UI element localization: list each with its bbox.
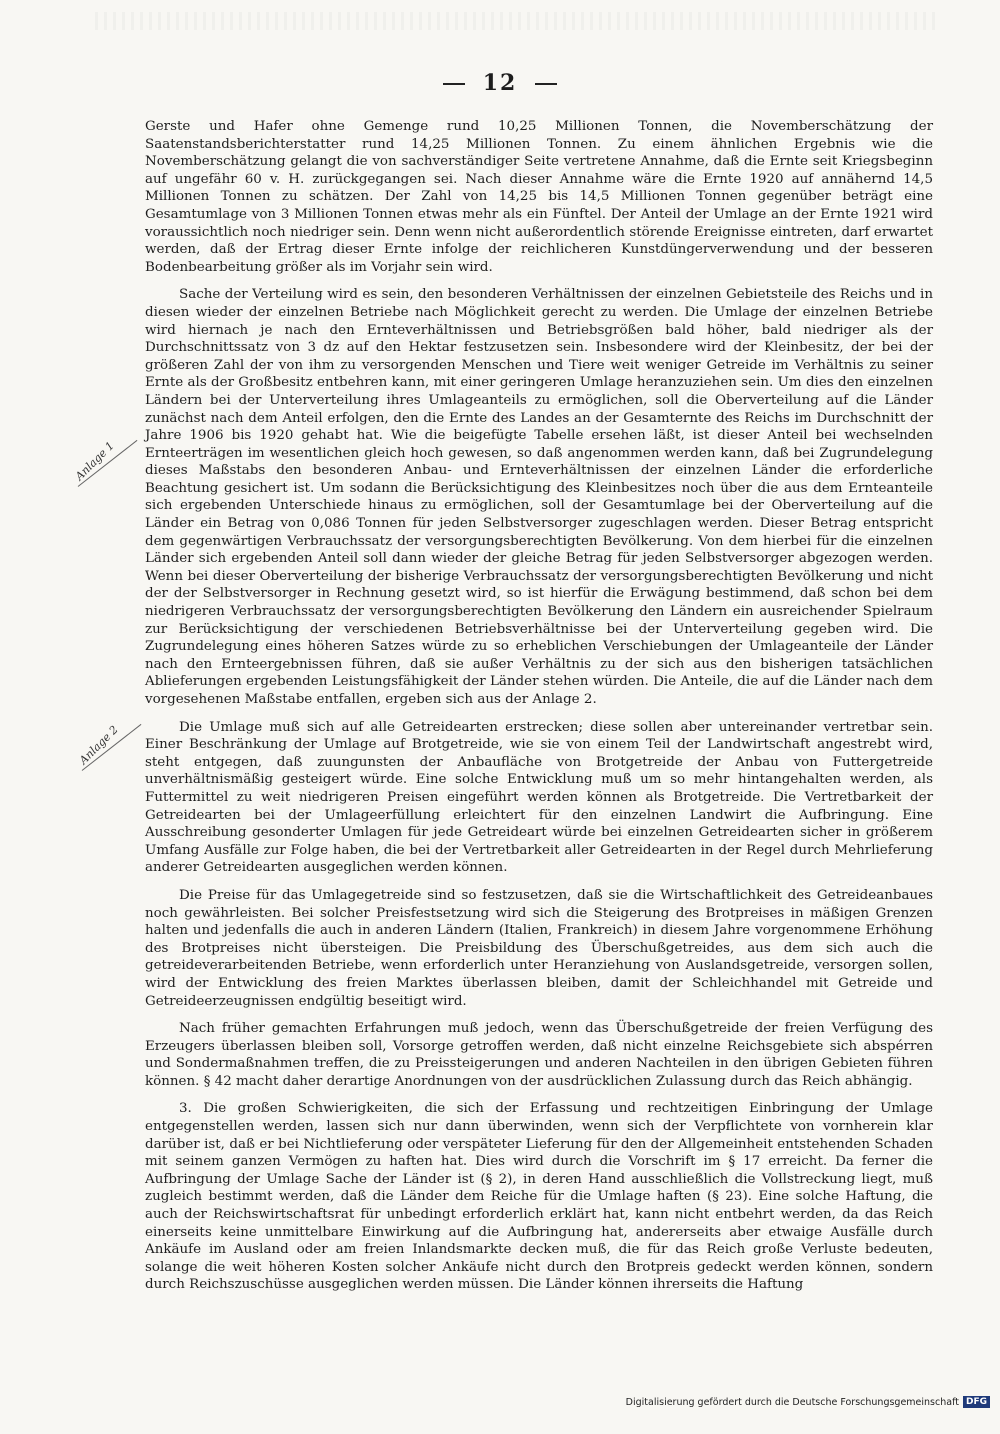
page-number: 12 [482, 70, 518, 96]
header-dash-left [443, 83, 465, 85]
paragraph-4: Die Preise für das Umlagegetreide sind so festzusetzen, daß sie die Wirtschaftlichkeit des Getreideanbaues noch gewährleisten. Bei solcher Preisfestsetzung wird sich die Steigerung des Brotpreises in mäßigen Grenzen halten und jedenfalls die auch in anderen Ländern (Italien, Frankreich) in diesem Jahre vorgenommene Erhöhung des Brotpreises nicht übersteigen. Die Preisbildung des Überschußgetreides, aus dem sich auch die getreideverarbeitenden Betriebe, wenn erforderlich unter Heranziehung von Auslandsgetreide, versorgen sollen, wird der Entwicklung des freien Marktes überlassen bleiben, damit der Schleichhandel mit Getreide und Getreideerzeugnissen endgültig beseitigt wird. [145, 887, 933, 1009]
paragraph-2: Sache der Verteilung wird es sein, den besonderen Verhältnissen der einzelnen Gebietsteile des Reichs und in diesen wieder der einzelnen Betriebe nach Möglichkeit gerecht zu werden. Die Umlage der einzelnen Betriebe wird hiernach je nach den Ernteverhältnissen und Betriebsgrößen bald höher, bald niedriger als der Durchschnittssatz von 3 dz auf den Hektar festzusetzen sein. Insbesondere wird der Kleinbesitz, der bei der größeren Zahl der von ihm zu versorgenden Menschen und Tiere weit weniger Getreide im Verhältnis zu seiner Ernte als der Großbesitz entbehren kann, mit einer geringeren Umlage heranzuziehen sein. Um dies den einzelnen Ländern bei der Unterverteilung ihres Umlageanteils zu ermöglichen, soll die Oberverteilung auf die Länder zunächst nach dem Anteil erfolgen, den die Ernte des Landes an der Gesamternte des Reichs im Durchschnitt der Jahre 1906 bis 1920 gehabt hat. Wie die beigefügte Tabelle ersehen läßt, ist dieser Anteil bei wechselnden Ernteerträgen im wesentlichen gleich hoch gewesen, so daß angenommen werden kann, daß bei Zugrundelegung dieses Maßstabs den besonderen Anbau- und Ernteverhältnissen der einzelnen Länder die erforderliche Beachtung gesichert ist. Um sodann die Berücksichtigung des Kleinbesitzes noch über die aus dem Ernteanteile sich ergebenden Unterschiede hinaus zu ermöglichen, soll der Gesamtumlage bei der Oberverteilung auf die Länder ein Betrag von 0,086 Tonnen für jeden Selbstversorger zugeschlagen werden. Dieser Betrag entspricht dem gegenwärtigen Verbrauchssatz der versorgungsberechtigten Bevölkerung. Von dem hierbei für die einzelnen Länder sich ergebenden Anteil soll dann wieder der gleiche Betrag für jeden Selbstversorger abgezogen werden. Wenn bei dieser Oberverteilung der bisherige Verbrauchssatz der versorgungsberechtigten Bevölkerung und nicht der der Selbstversorger in Rechnung gesetzt wird, so ist hierfür die Erwägung bestimmend, daß schon bei dem niedrigeren Verbrauchssatz der versorgungsberechtigten Bevölkerung den Ländern ein ausreichender Spielraum zur Berücksichtigung der verschiedenen Betriebsverhältnisse bei der Unterverteilung gegeben wird. Die Zugrundelegung eines höheren Satzes würde zu so erheblichen Verschiebungen der Umlageanteile der Länder nach den Ernteergebnissen führen, daß sie außer Verhältnis zu der sich aus den bisherigen tatsächlichen Ablieferungen ergebenden Leistungsfähigkeit der Länder stehen würden. Die Anteile, die auf die Länder nach dem vorgesehenen Maßstabe entfallen, ergeben sich aus der Anlage 2. [145, 287, 933, 707]
digitization-footer [605, 1392, 990, 1412]
paragraph-3: Die Umlage muß sich auf alle Getreidearten erstrecken; diese sollen aber untereinander vertretbar sein. Einer Beschränkung der Umlage auf Brotgetreide, wie sie von einem Teil der Landwirtschaft angestrebt wird, steht entgegen, daß zuungunsten der Anbaufläche von Brotgetreide der Anbau von Futtergetreide unverhältnismäßig gesteigert würde. Eine solche Entwicklung muß um so mehr hintangehalten werden, als Futtermittel zu weit niedrigeren Preisen eingeführt werden können als Brotgetreide. Die Vertretbarkeit der Getreidearten bei der Umlageerfüllung erleichtert für den einzelnen Landwirt die Aufbringung. Eine Ausschreibung gesonderter Umlagen für jede Getreideart würde bei einzelnen Getreidearten sicher in größerem Umfang Ausfälle zur Folge haben, die bei der Vertretbarkeit aller Getreidearten in der Regel durch Mehrlieferung anderer Getreidearten ausgeglichen werden können. [145, 719, 933, 876]
paragraph-1: Gerste und Hafer ohne Gemenge rund 10,25 Millionen Tonnen, die Novemberschätzung der Saatenstandsberichterstatter rund 14,25 Millionen Tonnen. Zu einem ähnlichen Ergebnis wie die Novemberschätzung gelangt die von sachverständiger Seite vertretene Annahme, daß die Ernte seit Kriegsbeginn auf ungefähr 60 v. H. zurückgegangen sei. Nach dieser Annahme wäre die Ernte 1920 auf annähernd 14,5 Millionen Tonnen zu schätzen. Der Zahl von 14,25 bis 14,5 Millionen Tonnen gegenüber beträgt eine Gesamtumlage von 3 Millionen Tonnen etwas mehr als ein Fünftel. Der Anteil der Umlage an der Ernte 1921 wird voraussichtlich noch niedriger sein. Denn wenn nicht außerordentlich störende Ereignisse eintreten, darf erwartet werden, daß der Ertrag dieser Ernte infolge der reichlicheren Kunstdüngerverwendung und der besseren Bodenbearbeitung größer als im Vorjahr sein wird. [145, 119, 933, 275]
margin-note-anlage-2: Anlage 2 [76, 723, 121, 767]
faint-stamp-strip [95, 12, 935, 30]
document-body [145, 118, 933, 1304]
margin-note-anlage-1: Anlage 1 [72, 439, 117, 483]
paragraph-5: Nach früher gemachten Erfahrungen muß jedoch, wenn das Überschußgetreide der freien Verfügung des Erzeugers überlassen bleiben soll, Vorsorge getroffen werden, daß nicht einzelne Reichsgebiete sich abspérren und Sondermaßnahmen treffen, die zu Preissteigerungen und anderen Nachteilen in den übrigen Gebieten führen können. § 42 macht daher derartige Anordnungen von der ausdrücklichen Zulassung durch das Reich abhängig. [145, 1021, 933, 1089]
footer-credit-text: Digitalisierung gefördert durch die Deutsche Forschungsgemeinschaft [625, 1396, 959, 1408]
dfg-logo-icon: DFG [963, 1396, 990, 1408]
header-dash-right [535, 83, 557, 85]
paragraph-6: 3. Die großen Schwierigkeiten, die sich der Erfassung und rechtzeitigen Einbringung der Umlage entgegenstellen werden, lassen sich nur dann überwinden, wenn sich der Verpflichtete von vornherein klar darüber ist, daß er bei Nichtlieferung oder verspäteter Lieferung für den der Allgemeinheit entstehenden Schaden mit seinem ganzen Vermögen zu haften hat. Dies wird durch die Vorschrift im § 17 erreicht. Da ferner die Aufbringung der Umlage Sache der Länder ist (§ 2), in deren Hand ausschließlich die Vollstreckung liegt, muß zugleich bestimmt werden, daß die Länder dem Reiche für die Umlage haften (§ 23). Eine solche Haftung, die auch der Reichswirtschaftsrat für unbedingt erforderlich erklärt hat, kann nicht entbehrt werden, da das Reich einerseits keine unmittelbare Einwirkung auf die Aufbringung hat, andererseits aber etwaige Ausfälle durch Ankäufe im Ausland oder am freien Inlandsmarkte decken muß, die für das Reich große Verluste bedeuten, solange die weit höheren Kosten solcher Ankäufe nicht durch den Brotpreis gedeckt werden können, sondern durch Reichszuschüsse ausgeglichen werden müssen. Die Länder können ihrerseits die Haftung [145, 1101, 933, 1293]
page-header [0, 70, 1000, 96]
